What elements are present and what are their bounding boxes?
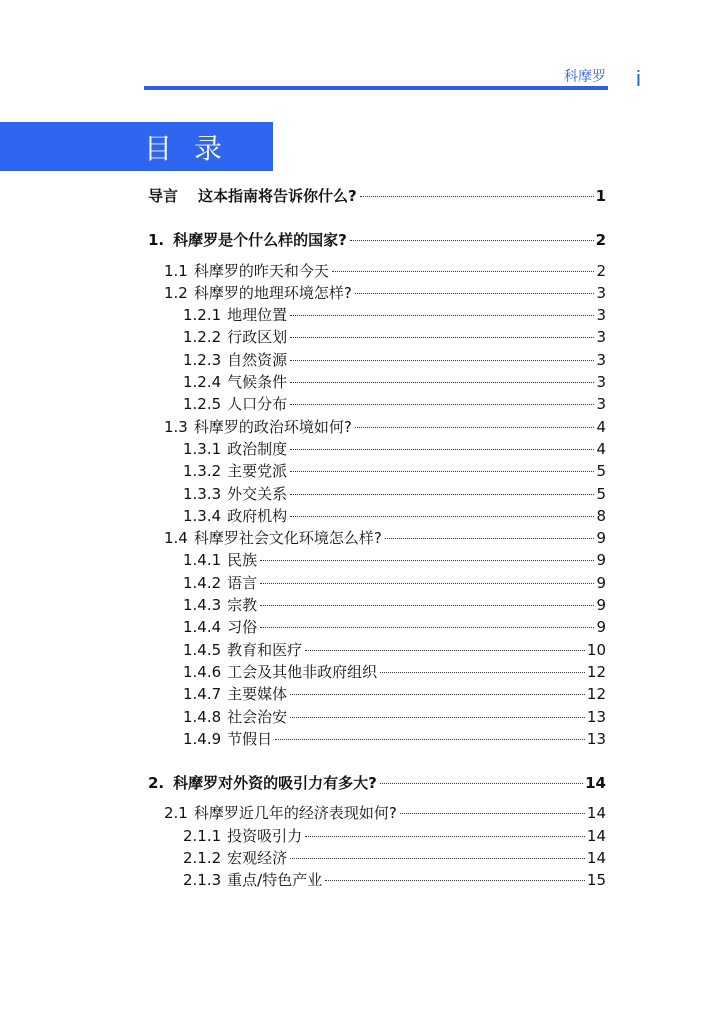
toc-entry-label: 科摩罗的地理环境怎样? — [193, 283, 352, 302]
toc-entry-1-2-2[interactable] — [148, 326, 606, 348]
toc-entry-page: 5 — [596, 462, 606, 481]
toc-entry-number: 2.1.1 — [183, 826, 222, 845]
toc-entry-number: 导言 — [148, 187, 179, 205]
toc-entry-number: 1.3.4 — [183, 506, 222, 525]
toc-entry-page: 3 — [596, 373, 606, 392]
toc-entry-1-4-8[interactable] — [148, 706, 606, 728]
leader-dots — [290, 382, 594, 383]
toc-title: 目录 — [144, 132, 245, 165]
toc-entry-number: 2.1.3 — [183, 871, 222, 890]
toc-entry-label: 主要媒体 — [227, 685, 288, 704]
toc-entry-1-4-7[interactable] — [148, 683, 606, 705]
toc-entry-page: 3 — [596, 328, 606, 347]
toc-entry-number: 1.3.1 — [183, 439, 222, 458]
leader-dots — [332, 271, 595, 272]
leader-dots — [305, 650, 585, 651]
toc-entry-number: 1.4.9 — [183, 729, 222, 748]
toc-entry-number: 1.4 — [164, 529, 188, 548]
header-rule — [144, 86, 608, 90]
toc-banner — [0, 122, 273, 171]
toc-entry-1-3-2[interactable] — [148, 460, 606, 482]
toc-entry-number: 1.4.7 — [183, 685, 222, 704]
toc-entry-number: 1.2.5 — [183, 395, 222, 414]
leader-dots — [290, 449, 594, 450]
toc-entry-label: 教育和医疗 — [227, 640, 303, 659]
toc-entry-label: 重点/特色产业 — [227, 871, 323, 890]
toc-entry-chapter-2[interactable] — [148, 772, 606, 794]
table-of-contents — [148, 183, 606, 892]
toc-entry-label: 外交关系 — [227, 484, 288, 503]
toc-entry-label: 科摩罗社会文化环境怎么样? — [193, 529, 382, 548]
toc-entry-label: 科摩罗对外资的吸引力有多大? — [173, 774, 377, 793]
toc-entry-1-3-4[interactable] — [148, 505, 606, 527]
toc-entry-1-3[interactable] — [148, 416, 606, 438]
toc-entry-number: 1.2.4 — [183, 373, 222, 392]
toc-entry-number: 1.4.8 — [183, 707, 222, 726]
toc-entry-label: 社会治安 — [227, 707, 288, 726]
toc-entry-label: 行政区划 — [227, 328, 288, 347]
toc-entry-number: 1.4.4 — [183, 618, 222, 637]
toc-entry-page: 10 — [586, 640, 606, 659]
toc-entry-page: 3 — [596, 283, 606, 302]
leader-dots — [305, 836, 585, 837]
leader-dots — [260, 560, 594, 561]
toc-entry-label: 民族 — [227, 551, 258, 570]
toc-entry-label: 节假日 — [227, 729, 273, 748]
toc-entry-page: 14 — [586, 826, 606, 845]
leader-dots — [380, 672, 585, 673]
toc-entry-1-2[interactable] — [148, 282, 606, 304]
toc-entry-1-1[interactable] — [148, 260, 606, 282]
leader-dots — [260, 627, 594, 628]
toc-entry-label: 工会及其他非政府组织 — [227, 662, 378, 681]
toc-entry-label: 政府机构 — [227, 506, 288, 525]
toc-entry-2-1[interactable] — [148, 802, 606, 824]
toc-entry-1-3-3[interactable] — [148, 483, 606, 505]
toc-entry-number: 1.3.2 — [183, 462, 222, 481]
toc-entry-page: 2 — [595, 231, 606, 250]
leader-dots — [355, 293, 595, 294]
toc-entry-1-4-4[interactable] — [148, 616, 606, 638]
toc-entry-label: 人口分布 — [227, 395, 288, 414]
leader-dots — [290, 315, 594, 316]
toc-entry-label: 宏观经济 — [227, 849, 288, 868]
toc-entry-number: 1.2 — [164, 283, 188, 302]
toc-entry-2-1-3[interactable] — [148, 869, 606, 891]
toc-entry-number: 1.4.1 — [183, 551, 222, 570]
toc-entry-page: 14 — [586, 849, 606, 868]
toc-entry-page: 1 — [595, 187, 606, 205]
leader-dots — [400, 813, 585, 814]
leader-dots — [290, 858, 585, 859]
toc-entry-page: 3 — [596, 395, 606, 414]
toc-entry-page: 14 — [586, 804, 606, 823]
toc-entry-label: 科摩罗是个什么样的国家? — [173, 231, 347, 250]
toc-entry-label: 政治制度 — [227, 439, 288, 458]
toc-entry-number: 1.4.3 — [183, 596, 222, 615]
toc-entry-1-4-5[interactable] — [148, 639, 606, 661]
toc-entry-page: 15 — [586, 871, 606, 890]
toc-entry-page: 13 — [586, 729, 606, 748]
toc-entry-page: 12 — [586, 662, 606, 681]
toc-entry-chapter-1[interactable] — [148, 229, 606, 251]
leader-dots — [260, 583, 594, 584]
toc-entry-page: 9 — [596, 596, 606, 615]
toc-entry-label: 语言 — [227, 573, 258, 592]
toc-entry-page: 8 — [596, 506, 606, 525]
leader-dots — [325, 880, 585, 881]
toc-entry-number: 1.4.6 — [183, 662, 222, 681]
toc-entry-1-2-4[interactable] — [148, 371, 606, 393]
toc-entry-label: 主要党派 — [227, 462, 288, 481]
toc-entry-1-2-5[interactable] — [148, 393, 606, 415]
toc-entry-number: 2.1.2 — [183, 849, 222, 868]
toc-entry-number: 1.4.5 — [183, 640, 222, 659]
toc-entry-number: 1.4.2 — [183, 573, 222, 592]
leader-dots — [275, 739, 585, 740]
toc-entry-label: 自然资源 — [227, 350, 288, 369]
page-number: i — [636, 66, 641, 91]
toc-entry-label: 习俗 — [227, 618, 258, 637]
leader-dots — [290, 494, 594, 495]
running-header-title: 科摩罗 — [564, 69, 606, 85]
toc-entry-1-2-3[interactable] — [148, 349, 606, 371]
toc-entry-page: 2 — [596, 261, 606, 280]
leader-dots — [350, 240, 594, 241]
toc-entry-number: 1.2.2 — [183, 328, 222, 347]
toc-entry-label: 宗教 — [227, 596, 258, 615]
leader-dots — [360, 196, 594, 197]
leader-dots — [290, 694, 585, 695]
toc-entry-1-4-6[interactable] — [148, 661, 606, 683]
leader-dots — [290, 337, 594, 338]
toc-entry-1-4-3[interactable] — [148, 594, 606, 616]
toc-entry-page: 13 — [586, 707, 606, 726]
toc-entry-label: 科摩罗的昨天和今天 — [193, 261, 329, 280]
toc-entry-number: 1.3 — [164, 417, 188, 436]
toc-entry-page: 14 — [585, 774, 606, 793]
toc-entry-page: 5 — [596, 484, 606, 503]
toc-entry-page: 3 — [596, 306, 606, 325]
toc-entry-label: 地理位置 — [227, 306, 288, 325]
toc-entry-page: 9 — [596, 529, 606, 548]
leader-dots — [290, 717, 585, 718]
toc-entry-label: 气候条件 — [227, 373, 288, 392]
toc-entry-1-4[interactable] — [148, 527, 606, 549]
leader-dots — [290, 360, 594, 361]
toc-entry-page: 3 — [596, 350, 606, 369]
toc-entry-1-4-9[interactable] — [148, 728, 606, 750]
toc-entry-page: 4 — [596, 439, 606, 458]
toc-entry-number: 1.2.3 — [183, 350, 222, 369]
leader-dots — [290, 471, 594, 472]
toc-entry-1-3-1[interactable] — [148, 438, 606, 460]
toc-entry-page: 9 — [596, 618, 606, 637]
toc-entry-label: 这本指南将告诉你什么? — [198, 187, 357, 205]
toc-entry-1-4-1[interactable] — [148, 549, 606, 571]
toc-entry-number: 1.2.1 — [183, 306, 222, 325]
toc-entry-label: 投资吸引力 — [227, 826, 303, 845]
toc-entry-number: 2.1 — [164, 804, 188, 823]
leader-dots — [260, 605, 594, 606]
leader-dots — [355, 427, 595, 428]
toc-entry-page: 4 — [596, 417, 606, 436]
toc-entry-label: 科摩罗的政治环境如何? — [193, 417, 352, 436]
toc-entry-1-2-1[interactable] — [148, 304, 606, 326]
toc-entry-number: 1. — [148, 231, 165, 250]
toc-entry-number: 2. — [148, 774, 165, 793]
toc-entry-number: 1.1 — [164, 261, 188, 280]
toc-entry-2-1-2[interactable] — [148, 847, 606, 869]
toc-entry-page: 9 — [596, 551, 606, 570]
leader-dots — [290, 404, 594, 405]
toc-entry-intro[interactable] — [148, 185, 606, 207]
toc-entry-number: 1.3.3 — [183, 484, 222, 503]
toc-entry-page: 9 — [596, 573, 606, 592]
leader-dots — [385, 538, 595, 539]
toc-entry-1-4-2[interactable] — [148, 572, 606, 594]
toc-entry-label: 科摩罗近几年的经济表现如何? — [193, 804, 397, 823]
toc-entry-2-1-1[interactable] — [148, 825, 606, 847]
leader-dots — [290, 516, 594, 517]
leader-dots — [380, 783, 583, 784]
toc-entry-page: 12 — [586, 685, 606, 704]
